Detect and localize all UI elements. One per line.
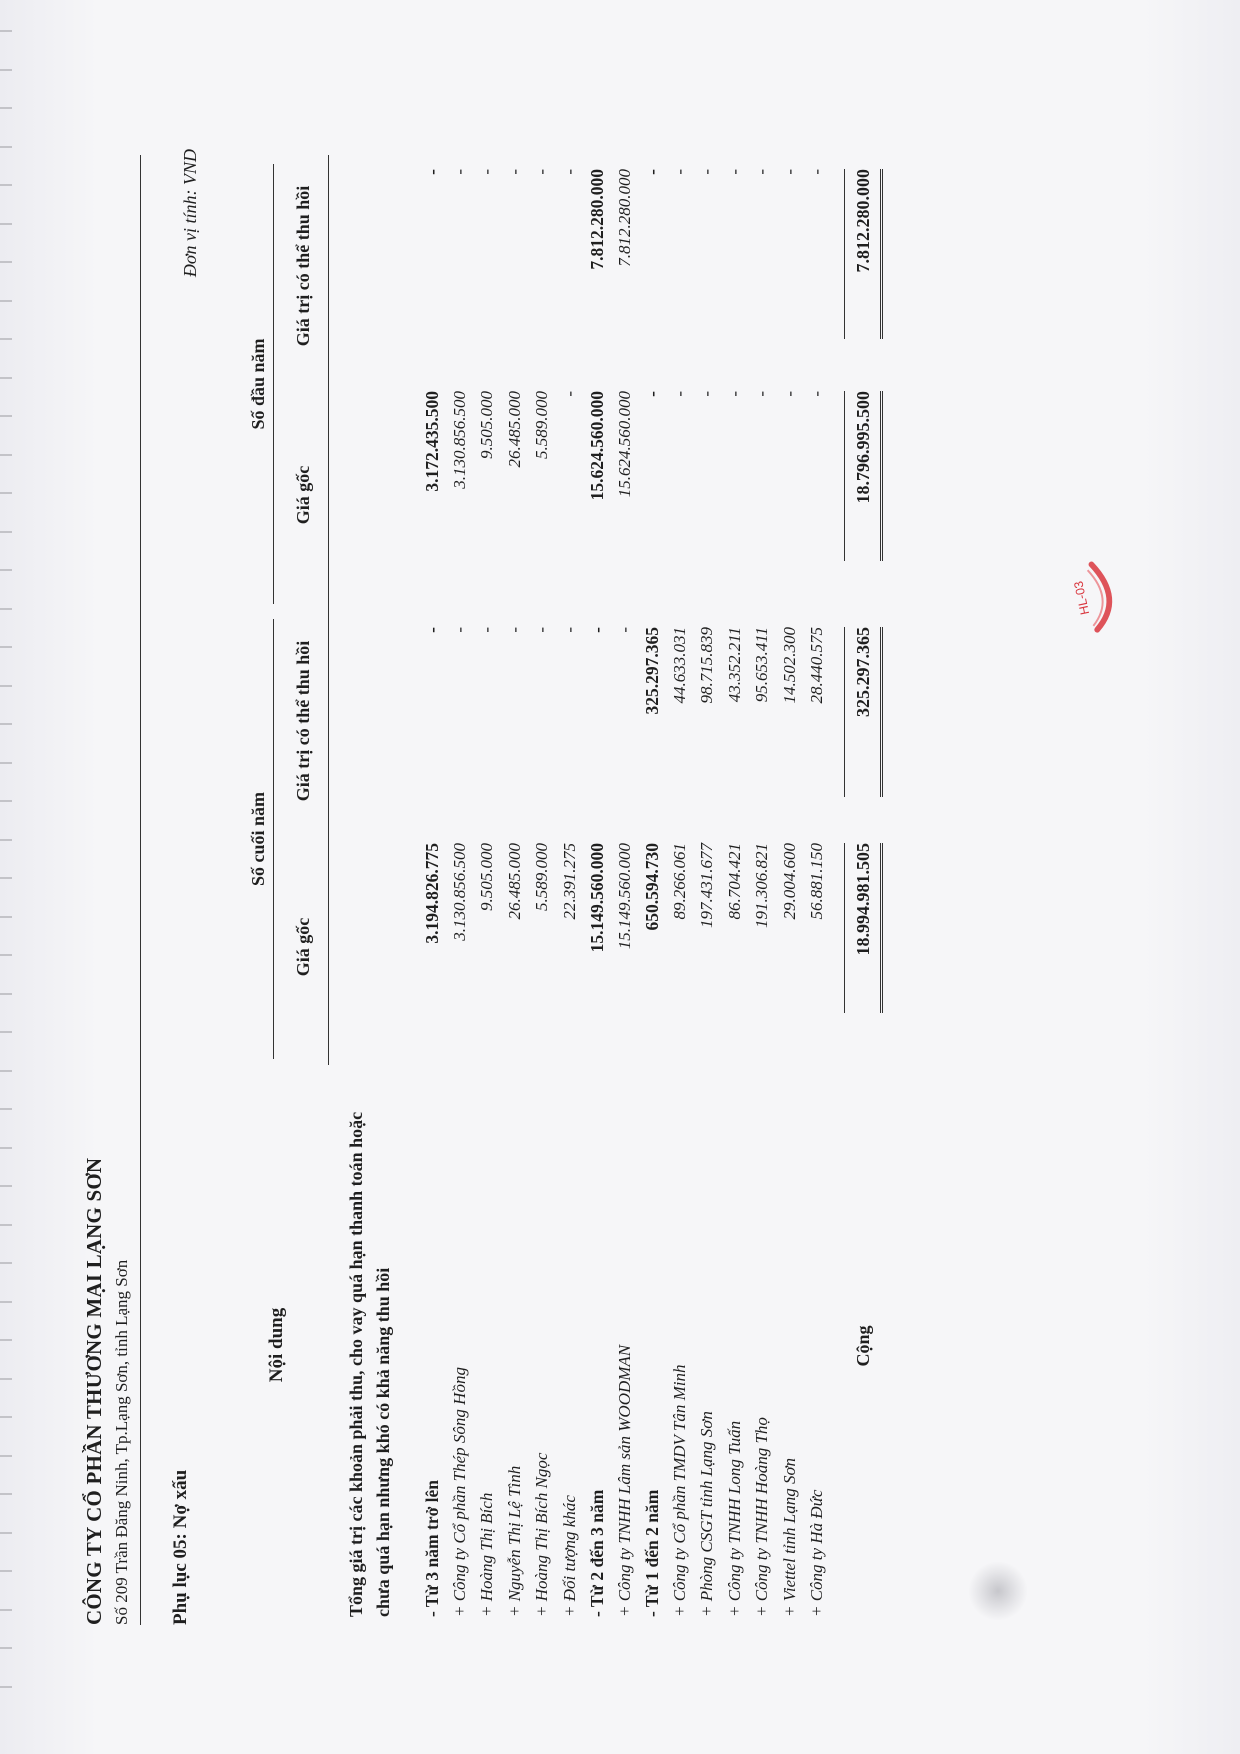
binder-hole bbox=[0, 300, 12, 302]
begin-recoverable-value: - bbox=[807, 169, 827, 175]
begin-original-value: 9.505.000 bbox=[477, 391, 497, 459]
total-end-rec bbox=[831, 613, 895, 829]
header-begin-original-value: Giá gốc bbox=[278, 377, 329, 613]
detail-row bbox=[721, 155, 749, 1625]
binder-hole bbox=[0, 338, 12, 340]
end-original-value: 3.194.826.775 bbox=[421, 843, 442, 944]
detail-row bbox=[501, 155, 529, 1625]
binder-hole bbox=[0, 1455, 12, 1457]
row-label: + Công ty TNHH Long Tuấn bbox=[724, 1420, 744, 1617]
row-label: - Từ 1 đến 2 năm bbox=[641, 1489, 662, 1617]
binder-hole bbox=[0, 839, 12, 841]
end-original-value: 3.130.856.500 bbox=[449, 843, 469, 941]
total-begin-cost bbox=[831, 377, 895, 613]
end-original-value: 191.306.821 bbox=[752, 843, 772, 928]
red-stamp-mark bbox=[1030, 551, 1126, 647]
begin-original-value: 3.172.435.500 bbox=[421, 391, 442, 492]
row-label: + Công ty Cổ phần TMDV Tân Minh bbox=[669, 1364, 689, 1617]
binder-hole bbox=[0, 1493, 12, 1495]
header-begin-recoverable-value: Giá trị có thể thu hồi bbox=[278, 155, 329, 377]
total-value: 18.994.981.505 bbox=[844, 843, 883, 1013]
row-label: + Hoàng Thị Bích bbox=[477, 1492, 497, 1617]
begin-recoverable-value: - bbox=[724, 169, 744, 175]
end-recoverable-value: - bbox=[614, 627, 634, 633]
row-label: + Công ty Cổ phần Thép Sông Hồng bbox=[449, 1367, 469, 1617]
binder-hole bbox=[0, 30, 12, 32]
end-original-value: 9.505.000 bbox=[477, 843, 497, 911]
total-value: 325.297.365 bbox=[844, 627, 883, 797]
detail-row bbox=[446, 155, 474, 1625]
begin-original-value: - bbox=[697, 391, 717, 397]
binder-hole bbox=[0, 1416, 12, 1418]
begin-recoverable-value: - bbox=[504, 169, 524, 175]
binder-hole bbox=[0, 685, 12, 687]
binder-holes bbox=[0, 30, 14, 1730]
binder-hole bbox=[0, 69, 12, 71]
detail-row bbox=[611, 155, 639, 1625]
binder-hole bbox=[0, 646, 12, 648]
detail-row bbox=[694, 155, 722, 1625]
end-original-value: 86.704.421 bbox=[724, 843, 744, 920]
row-label: + Công ty TNHH Lâm sản WOODMAN bbox=[614, 1344, 634, 1617]
row-label: + Phòng CSGT tỉnh Lạng Sơn bbox=[697, 1411, 717, 1617]
begin-recoverable-value: 7.812.280.000 bbox=[586, 169, 607, 270]
section-row bbox=[419, 155, 447, 1625]
total-end-cost bbox=[831, 829, 895, 1065]
end-recoverable-value: - bbox=[586, 627, 607, 633]
binder-hole bbox=[0, 1686, 12, 1688]
end-recoverable-value: - bbox=[559, 627, 579, 633]
end-recoverable-value: 28.440.575 bbox=[807, 627, 827, 704]
binder-hole bbox=[0, 1339, 12, 1341]
bad-debt-table bbox=[226, 155, 895, 1625]
binder-hole bbox=[0, 1147, 12, 1149]
begin-original-value: 15.624.560.000 bbox=[614, 391, 634, 498]
begin-recoverable-value: 7.812.280.000 bbox=[614, 169, 634, 267]
begin-recoverable-value: - bbox=[477, 169, 497, 175]
begin-recoverable-value: - bbox=[697, 169, 717, 175]
end-original-value: 26.485.000 bbox=[504, 843, 524, 920]
row-label: + Công ty Hà Đức bbox=[807, 1489, 827, 1617]
end-recoverable-value: - bbox=[449, 627, 469, 633]
total-row bbox=[831, 155, 895, 1625]
scan-smudge bbox=[968, 1561, 1028, 1621]
begin-original-value: - bbox=[669, 391, 689, 397]
end-original-value: 15.149.560.000 bbox=[586, 843, 607, 953]
end-original-value: 5.589.000 bbox=[532, 843, 552, 911]
binder-hole bbox=[0, 1609, 12, 1611]
binder-hole bbox=[0, 916, 12, 918]
binder-hole bbox=[0, 1532, 12, 1534]
begin-original-value: - bbox=[807, 391, 827, 397]
binder-hole bbox=[0, 1262, 12, 1264]
total-value: 7.812.280.000 bbox=[844, 169, 883, 339]
header-group-begin-label: Số đầu năm bbox=[248, 164, 274, 604]
table-body bbox=[329, 155, 896, 1625]
header-divider bbox=[140, 155, 141, 1625]
binder-hole bbox=[0, 762, 12, 764]
binder-hole bbox=[0, 1108, 12, 1110]
binder-hole bbox=[0, 993, 12, 995]
row-label: + Nguyễn Thị Lệ Tình bbox=[504, 1465, 524, 1617]
binder-hole bbox=[0, 1224, 12, 1226]
binder-hole bbox=[0, 1647, 12, 1649]
detail-row bbox=[666, 155, 694, 1625]
landscape-content bbox=[70, 57, 1170, 1697]
company-address: Số 209 Trần Đăng Ninh, Tp.Lạng Sơn, tỉnh Lạng Sơn bbox=[112, 1259, 131, 1625]
detail-row bbox=[529, 155, 557, 1625]
begin-original-value: - bbox=[641, 391, 662, 397]
row-label: - Từ 3 năm trở lên bbox=[421, 1479, 442, 1617]
begin-recoverable-value: - bbox=[532, 169, 552, 175]
row-label: + Công ty TNHH Hoàng Thọ bbox=[752, 1417, 772, 1617]
end-original-value: 89.266.061 bbox=[669, 843, 689, 920]
binder-hole bbox=[0, 1031, 12, 1033]
binder-hole bbox=[0, 492, 12, 494]
header-group-end-label: Số cuối năm bbox=[248, 619, 274, 1059]
binder-hole bbox=[0, 531, 12, 533]
binder-hole bbox=[0, 1570, 12, 1572]
binder-hole bbox=[0, 1301, 12, 1303]
binder-hole bbox=[0, 415, 12, 417]
binder-hole bbox=[0, 377, 12, 379]
binder-hole bbox=[0, 184, 12, 186]
end-recoverable-value: - bbox=[421, 627, 442, 633]
end-recoverable-value: 14.502.300 bbox=[779, 627, 799, 704]
binder-hole bbox=[0, 877, 12, 879]
row-label: - Từ 2 đến 3 năm bbox=[586, 1489, 607, 1617]
end-recoverable-value: 95.653.411 bbox=[752, 627, 772, 703]
begin-original-value: 26.485.000 bbox=[504, 391, 524, 468]
begin-original-value: 15.624.560.000 bbox=[586, 391, 607, 501]
detail-row bbox=[556, 155, 584, 1625]
header-group-end-of-year bbox=[226, 613, 278, 1065]
end-recoverable-value: - bbox=[532, 627, 552, 633]
begin-recoverable-value: - bbox=[669, 169, 689, 175]
begin-recoverable-value: - bbox=[421, 169, 442, 175]
begin-original-value: 5.589.000 bbox=[532, 391, 552, 459]
begin-recoverable-value: - bbox=[449, 169, 469, 175]
binder-hole bbox=[0, 954, 12, 956]
appendix-title: Phụ lục 05: Nợ xấu bbox=[170, 1469, 191, 1625]
binder-hole bbox=[0, 1185, 12, 1187]
detail-row bbox=[804, 155, 832, 1625]
begin-original-value: - bbox=[779, 391, 799, 397]
section-row bbox=[639, 155, 667, 1625]
binder-hole bbox=[0, 723, 12, 725]
header-group-beginning-of-year bbox=[226, 155, 278, 613]
binder-hole bbox=[0, 569, 12, 571]
intro-text: Tổng giá trị các khoản phải thu, cho vay quá hạn thanh toán hoặc chưa quá hạn nhưng khó có khả năng thu hồi bbox=[345, 1111, 393, 1617]
begin-recoverable-value: - bbox=[779, 169, 799, 175]
section-row bbox=[584, 155, 612, 1625]
begin-original-value: - bbox=[752, 391, 772, 397]
binder-hole bbox=[0, 608, 12, 610]
unit-label: Đơn vị tính: VND bbox=[180, 149, 200, 278]
end-original-value: 56.881.150 bbox=[807, 843, 827, 920]
binder-hole bbox=[0, 107, 12, 109]
begin-original-value: - bbox=[724, 391, 744, 397]
total-value: 18.796.995.500 bbox=[844, 391, 883, 561]
begin-recoverable-value: - bbox=[559, 169, 579, 175]
binder-hole bbox=[0, 800, 12, 802]
detail-row bbox=[474, 155, 502, 1625]
end-recoverable-value: 43.352.211 bbox=[724, 627, 744, 703]
end-recoverable-value: 325.297.365 bbox=[641, 627, 662, 715]
begin-recoverable-value: - bbox=[641, 169, 662, 175]
total-label: Cộng bbox=[852, 1325, 873, 1367]
end-recoverable-value: - bbox=[477, 627, 497, 633]
stamp-text: HL-03 bbox=[1071, 579, 1093, 616]
begin-original-value: 3.130.856.500 bbox=[449, 391, 469, 489]
total-begin-rec bbox=[831, 155, 895, 377]
end-original-value: 29.004.600 bbox=[779, 843, 799, 920]
end-original-value: 197.431.677 bbox=[697, 843, 717, 928]
binder-hole bbox=[0, 261, 12, 263]
binder-hole bbox=[0, 1070, 12, 1072]
company-name: CÔNG TY CỔ PHẦN THƯƠNG MẠI LẠNG SƠN bbox=[82, 1157, 106, 1625]
row-label: + Hoàng Thị Bích Ngọc bbox=[532, 1452, 552, 1617]
end-recoverable-value: - bbox=[504, 627, 524, 633]
detail-row bbox=[749, 155, 777, 1625]
header-end-recoverable-value: Giá trị có thể thu hồi bbox=[278, 613, 329, 829]
intro-row bbox=[329, 155, 397, 1625]
begin-recoverable-value: - bbox=[752, 169, 772, 175]
end-recoverable-value: 98.715.839 bbox=[697, 627, 717, 704]
header-end-original-value: Giá gốc bbox=[278, 829, 329, 1065]
end-recoverable-value: 44.633.031 bbox=[669, 627, 689, 704]
binder-hole bbox=[0, 1378, 12, 1380]
row-label: + Đối tượng khác bbox=[559, 1495, 579, 1617]
end-original-value: 650.594.730 bbox=[641, 843, 662, 931]
binder-hole bbox=[0, 223, 12, 225]
binder-hole bbox=[0, 146, 12, 148]
begin-original-value: - bbox=[559, 391, 579, 397]
binder-hole bbox=[0, 454, 12, 456]
detail-row bbox=[776, 155, 804, 1625]
end-original-value: 22.391.275 bbox=[559, 843, 579, 920]
row-label: + Viettel tỉnh Lạng Sơn bbox=[779, 1457, 799, 1617]
end-original-value: 15.149.560.000 bbox=[614, 843, 634, 950]
header-content: Nội dung bbox=[266, 1307, 288, 1383]
